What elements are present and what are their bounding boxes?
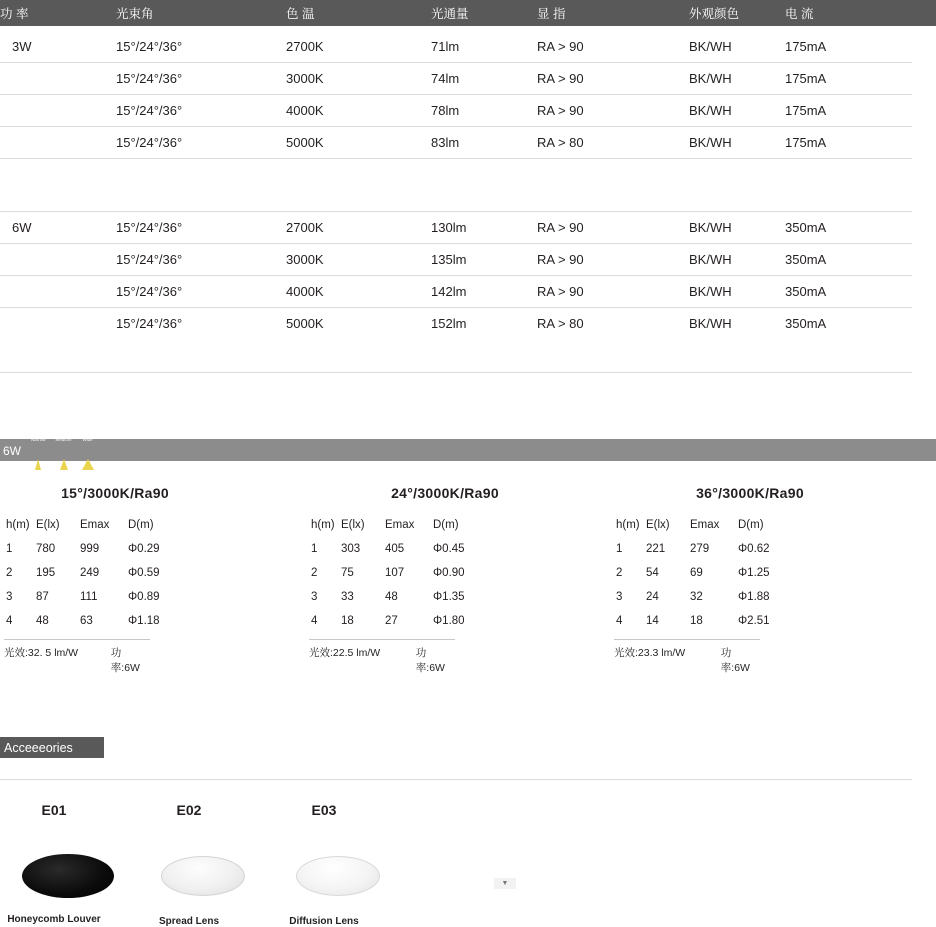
cell-lumen: 83lm: [431, 135, 460, 150]
spec-header-current: 电 流: [785, 7, 814, 21]
col-header-d: D(m): [738, 519, 764, 531]
table-row: [0, 276, 936, 307]
cell-d: Φ1.80: [433, 615, 465, 627]
cell-d: Φ1.35: [433, 591, 465, 603]
scroll-down-indicator[interactable]: ▼: [494, 878, 516, 889]
table-row: [311, 567, 493, 591]
cell-emax: 27: [385, 615, 398, 627]
cell-cct: 5000K: [286, 135, 324, 150]
beam-icon-group: [31, 437, 94, 461]
wide-beam-icon: [82, 437, 94, 460]
list-item[interactable]: [135, 802, 270, 927]
table-row-spacer: [0, 159, 936, 211]
cell-h: 3: [311, 591, 318, 603]
photometric-title: 15°/3000K/Ra90: [61, 485, 169, 501]
table-row: [0, 31, 936, 62]
cell-lumen: 130lm: [431, 220, 467, 235]
cell-h: 1: [616, 543, 623, 555]
photometric-columns: [0, 461, 936, 675]
cell-beam: 15°/24°/36°: [116, 252, 183, 267]
cell-h: 3: [616, 591, 623, 603]
table-row: [311, 591, 493, 615]
power-value: 功率:6W: [110, 647, 140, 674]
col-header-h: h(m): [616, 519, 640, 531]
cell-e: 780: [36, 543, 56, 555]
table-row: [311, 543, 493, 567]
cell-cri: RA > 90: [537, 39, 584, 54]
cell-cct: 4000K: [286, 103, 324, 118]
table-row: [6, 615, 188, 639]
cell-color: BK/WH: [689, 284, 732, 299]
cell-power: 3W: [12, 39, 32, 54]
cell-current: 175mA: [785, 135, 827, 150]
table-row: [0, 212, 936, 243]
col-header-d: D(m): [433, 519, 459, 531]
cell-emax: 249: [80, 567, 100, 579]
photometric-column-15deg: [0, 461, 305, 675]
accessory-code: E02: [176, 802, 202, 818]
cell-h: 4: [616, 615, 623, 627]
cell-current: 350mA: [785, 284, 827, 299]
narrow-beam-label: Narrow: [31, 437, 46, 442]
cell-h: 4: [6, 615, 13, 627]
col-header-e: E(lx): [341, 519, 365, 531]
cell-color: BK/WH: [689, 71, 732, 86]
cell-cct: 4000K: [286, 284, 324, 299]
table-row: [616, 543, 798, 567]
photometric-footer: [309, 639, 455, 675]
cell-lumen: 74lm: [431, 71, 460, 86]
photometric-footer: [4, 639, 150, 675]
col-header-emax: Emax: [690, 519, 720, 531]
cell-cri: RA > 90: [537, 103, 584, 118]
spec-header-cri: 显 指: [537, 7, 566, 21]
cell-lumen: 135lm: [431, 252, 467, 267]
photometric-column-36deg: [610, 461, 915, 675]
efficacy-value: 光效:22.5 lm/W: [309, 647, 381, 659]
cell-d: Φ2.51: [738, 615, 770, 627]
cell-h: 2: [311, 567, 318, 579]
cell-lumen: 152lm: [431, 316, 467, 331]
cell-color: BK/WH: [689, 220, 732, 235]
cell-emax: 279: [690, 543, 710, 555]
cell-cri: RA > 80: [537, 316, 584, 331]
cell-emax: 107: [385, 567, 405, 579]
spec-table: [0, 0, 936, 373]
wide-beam-label: Wide: [82, 437, 93, 442]
photometric-footer: [614, 639, 760, 675]
cell-e: 221: [646, 543, 666, 555]
photometric-table: [311, 519, 493, 639]
col-header-h: h(m): [6, 519, 30, 531]
cell-color: BK/WH: [689, 252, 732, 267]
cell-e: 48: [36, 615, 49, 627]
cell-cri: RA > 80: [537, 135, 584, 150]
medium-beam-label: Medium: [55, 437, 72, 442]
cell-emax: 48: [385, 591, 398, 603]
table-row: [6, 543, 188, 567]
spec-header-lumen: 光通量: [431, 7, 469, 21]
table-row: [0, 244, 936, 275]
cell-e: 14: [646, 615, 659, 627]
table-row: [0, 127, 936, 158]
list-item[interactable]: [0, 802, 135, 927]
cell-lumen: 78lm: [431, 103, 460, 118]
accessory-name: Honeycomb Louver: [7, 914, 101, 925]
power-value: 功率:6W: [415, 647, 445, 674]
cell-beam: 15°/24°/36°: [116, 316, 183, 331]
cell-beam: 15°/24°/36°: [116, 71, 183, 86]
accessory-name: Spread Lens: [158, 916, 220, 927]
cell-cri: RA > 90: [537, 220, 584, 235]
cell-h: 2: [616, 567, 623, 579]
cell-e: 195: [36, 567, 56, 579]
cell-emax: 18: [690, 615, 703, 627]
spec-header-beam-angle: 光束角: [116, 7, 154, 21]
spec-header-cct: 色 温: [286, 7, 315, 21]
cell-beam: 15°/24°/36°: [116, 284, 183, 299]
table-row: [0, 308, 936, 339]
col-header-d: D(m): [128, 519, 154, 531]
table-header-row: [311, 519, 493, 543]
cell-d: Φ0.45: [433, 543, 465, 555]
table-row: [616, 591, 798, 615]
cell-e: 18: [341, 615, 354, 627]
spec-table-header-row: [0, 0, 936, 26]
cell-cri: RA > 90: [537, 71, 584, 86]
photometric-band: [0, 439, 936, 461]
cell-d: Φ1.18: [128, 615, 160, 627]
cell-h: 4: [311, 615, 318, 627]
photometric-table: [6, 519, 188, 639]
col-header-h: h(m): [311, 519, 335, 531]
honeycomb-louver-icon: [22, 854, 114, 898]
cell-lumen: 71lm: [431, 39, 460, 54]
cell-cct: 2700K: [286, 39, 324, 54]
cell-d: Φ0.29: [128, 543, 160, 555]
accessories-band: [0, 737, 104, 758]
table-row: [311, 615, 493, 639]
cell-emax: 63: [80, 615, 93, 627]
accessory-code: E03: [311, 802, 337, 818]
cell-current: 175mA: [785, 71, 827, 86]
power-value: 功率:6W: [720, 647, 750, 674]
cell-beam: 15°/24°/36°: [116, 220, 183, 235]
spread-lens-icon: [157, 856, 249, 900]
photometric-column-24deg: [305, 461, 610, 675]
cell-e: 24: [646, 591, 659, 603]
cell-color: BK/WH: [689, 103, 732, 118]
photometric-band-label: 6W: [3, 444, 21, 458]
efficacy-value: 光效:32. 5 lm/W: [4, 647, 79, 659]
col-header-e: E(lx): [36, 519, 60, 531]
cell-d: Φ0.59: [128, 567, 160, 579]
accessory-name: Diffusion Lens: [289, 916, 359, 927]
cell-lumen: 142lm: [431, 284, 467, 299]
cell-beam: 15°/24°/36°: [116, 39, 183, 54]
cell-beam: 15°/24°/36°: [116, 103, 183, 118]
table-header-row: [616, 519, 798, 543]
cell-h: 1: [311, 543, 318, 555]
cell-current: 350mA: [785, 316, 827, 331]
accessory-code: E01: [41, 802, 67, 818]
cell-color: BK/WH: [689, 135, 732, 150]
cell-emax: 999: [80, 543, 100, 555]
cell-e: 75: [341, 567, 354, 579]
cell-color: BK/WH: [689, 39, 732, 54]
photometric-title: 24°/3000K/Ra90: [391, 485, 499, 501]
accessories-list: [0, 802, 936, 927]
table-row: [0, 95, 936, 126]
cell-h: 2: [6, 567, 13, 579]
cell-d: Φ0.62: [738, 543, 770, 555]
cell-cri: RA > 90: [537, 284, 584, 299]
cell-cct: 3000K: [286, 71, 324, 86]
accessories-band-label: Acceeeories: [4, 740, 73, 755]
cell-emax: 32: [690, 591, 703, 603]
list-item[interactable]: [270, 802, 405, 927]
cell-current: 175mA: [785, 103, 827, 118]
cell-h: 3: [6, 591, 13, 603]
cell-e: 33: [341, 591, 354, 603]
narrow-beam-icon: [31, 437, 46, 460]
cell-emax: 111: [80, 591, 98, 603]
cell-d: Φ1.25: [738, 567, 770, 579]
spec-header-color: 外观颜色: [689, 7, 740, 21]
cell-h: 1: [6, 543, 13, 555]
cell-cct: 3000K: [286, 252, 324, 267]
cell-current: 350mA: [785, 220, 827, 235]
cell-current: 175mA: [785, 39, 827, 54]
efficacy-value: 光效:23.3 lm/W: [614, 647, 686, 659]
cell-power: 6W: [12, 220, 32, 235]
cell-color: BK/WH: [689, 316, 732, 331]
table-row: [616, 567, 798, 591]
table-row: [6, 567, 188, 591]
cell-current: 350mA: [785, 252, 827, 267]
cell-e: 303: [341, 543, 361, 555]
cell-emax: 405: [385, 543, 405, 555]
col-header-e: E(lx): [646, 519, 670, 531]
table-header-row: [6, 519, 188, 543]
cell-e: 54: [646, 567, 659, 579]
cell-d: Φ1.88: [738, 591, 770, 603]
cell-e: 87: [36, 591, 49, 603]
spec-header-power: 功 率: [0, 7, 29, 21]
photometric-title: 36°/3000K/Ra90: [696, 485, 804, 501]
col-header-emax: Emax: [385, 519, 415, 531]
cell-d: Φ0.90: [433, 567, 465, 579]
cell-beam: 15°/24°/36°: [116, 135, 183, 150]
cell-d: Φ0.89: [128, 591, 160, 603]
photometric-table: [616, 519, 798, 639]
cell-cct: 5000K: [286, 316, 324, 331]
col-header-emax: Emax: [80, 519, 110, 531]
table-row: [616, 615, 798, 639]
table-row: [0, 63, 936, 94]
cell-cri: RA > 90: [537, 252, 584, 267]
cell-emax: 69: [690, 567, 703, 579]
medium-beam-icon: [56, 437, 72, 460]
table-row: [6, 591, 188, 615]
diffusion-lens-icon: [292, 856, 384, 900]
cell-cct: 2700K: [286, 220, 324, 235]
